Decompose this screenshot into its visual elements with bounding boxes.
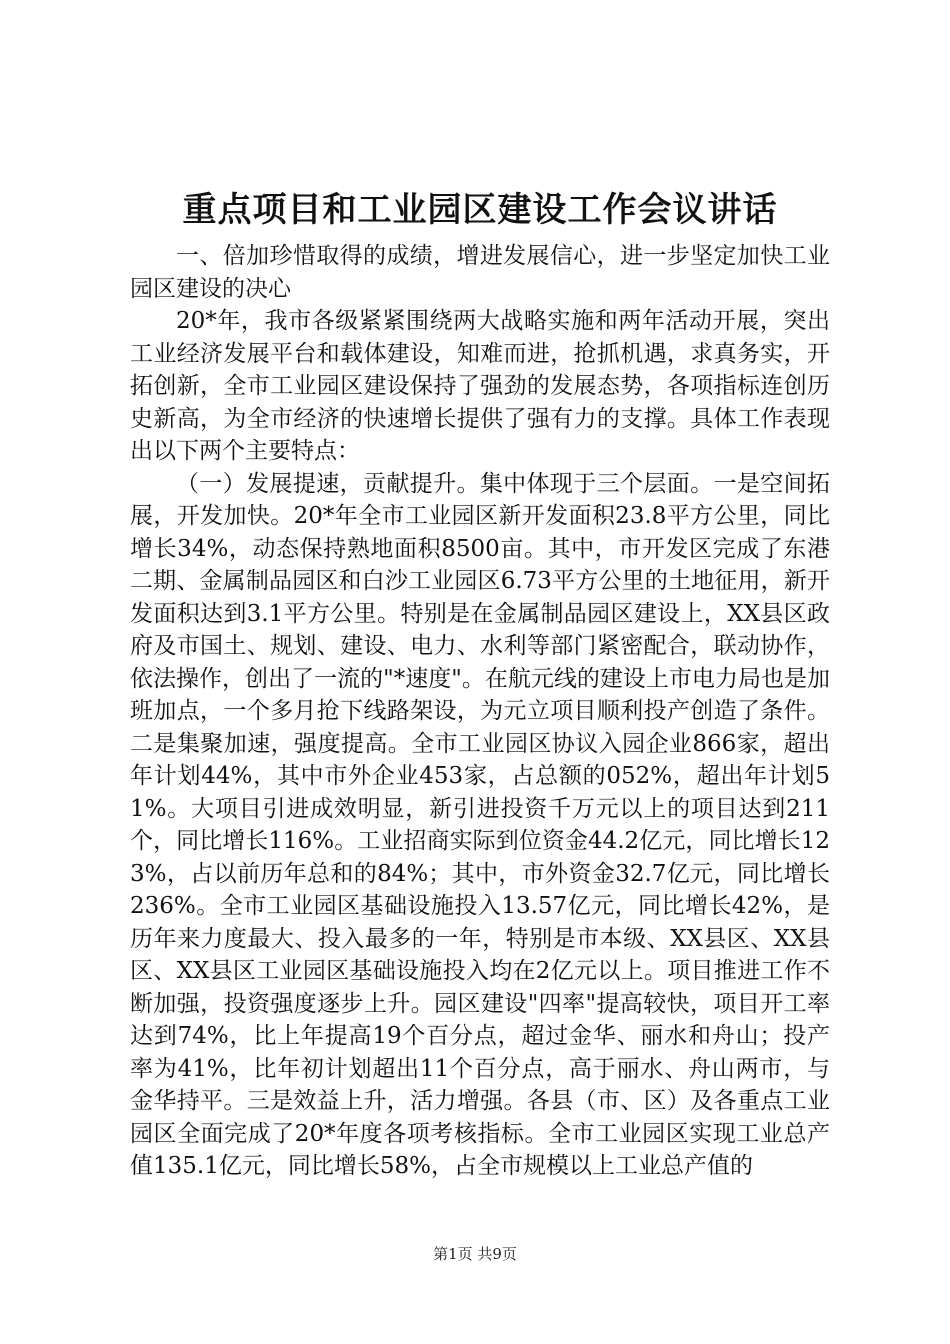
section-heading: 一、倍加珍惜取得的成绩，增进发展信心，进一步坚定加快工业园区建设的决心 — [130, 243, 830, 302]
page-footer: 第1页 共9页 — [433, 1245, 517, 1263]
document-page — [130, 190, 830, 1183]
document-title: 重点项目和工业园区建设工作会议讲话 — [182, 190, 778, 230]
body-paragraph: 20*年，我市各级紧紧围绕两大战略实施和两年活动开展，突出工业经济发展平台和载体建设，知难而进，抢抓机遇，求真务实，开拓创新，全市工业园区建设保持了强劲的发展态势，各项指标连创历史新高，为全市经济的快速增长提供了强有力的支撑。具体工作表现出以下两个主要特点： — [130, 308, 830, 464]
body-paragraph: （一）发展提速，贡献提升。集中体现于三个层面。一是空间拓展，开发加快。20*年全市工业园区新开发面积23.8平方公里，同比增长34%，动态保持熟地面积8500亩。其中，市开发区完成了东港二期、金属制品园区和白沙工业园区6.73平方公里的土地征用，新开发面积达到3.1平方公里。特别是在金属制品园区建设上，XX县区政府及市国土、规划、建设、电力、水利等部门紧密配合，联动协作，依法操作，创出了一流的"*速度"。在航元线的建设上市电力局也是加班加点，一个多月抢下线路架设，为元立项目顺利投产创造了条件。二是集聚加速，强度提高。全市工业园区协议入园企业866家，超出年计划44%，其中市外企业453家，占总额的052%，超出年计划51%。大项目引进成效明显，新引进投资千万元以上的项目达到211个，同比增长116%。工业招商实际到位资金44.2亿元，同比增长123%，占以前历年总和的84%；其中，市外资金32.7亿元，同比增长236%。全市工业园区基础设施投入13.57亿元，同比增长42%，是历年来力度最大、投入最多的一年，特别是市本级、XX县区、XX县区、XX县区工业园区基础设施投入均在2亿元以上。项目推进工作不断加强，投资强度逐步上升。园区建设"四率"提高较快，项目开工率达到74%，比上年提高19个百分点，超过金华、丽水和舟山；投产率为41%，比年初计划超出11个百分点，高于丽水、舟山两市，与金华持平。三是效益上升，活力增强。各县（市、区）及各重点工业园区全面完成了20*年度各项考核指标。全市工业园区实现工业总产值135.1亿元，同比增长58%，占全市规模以上工业总产值的 — [130, 470, 830, 1179]
